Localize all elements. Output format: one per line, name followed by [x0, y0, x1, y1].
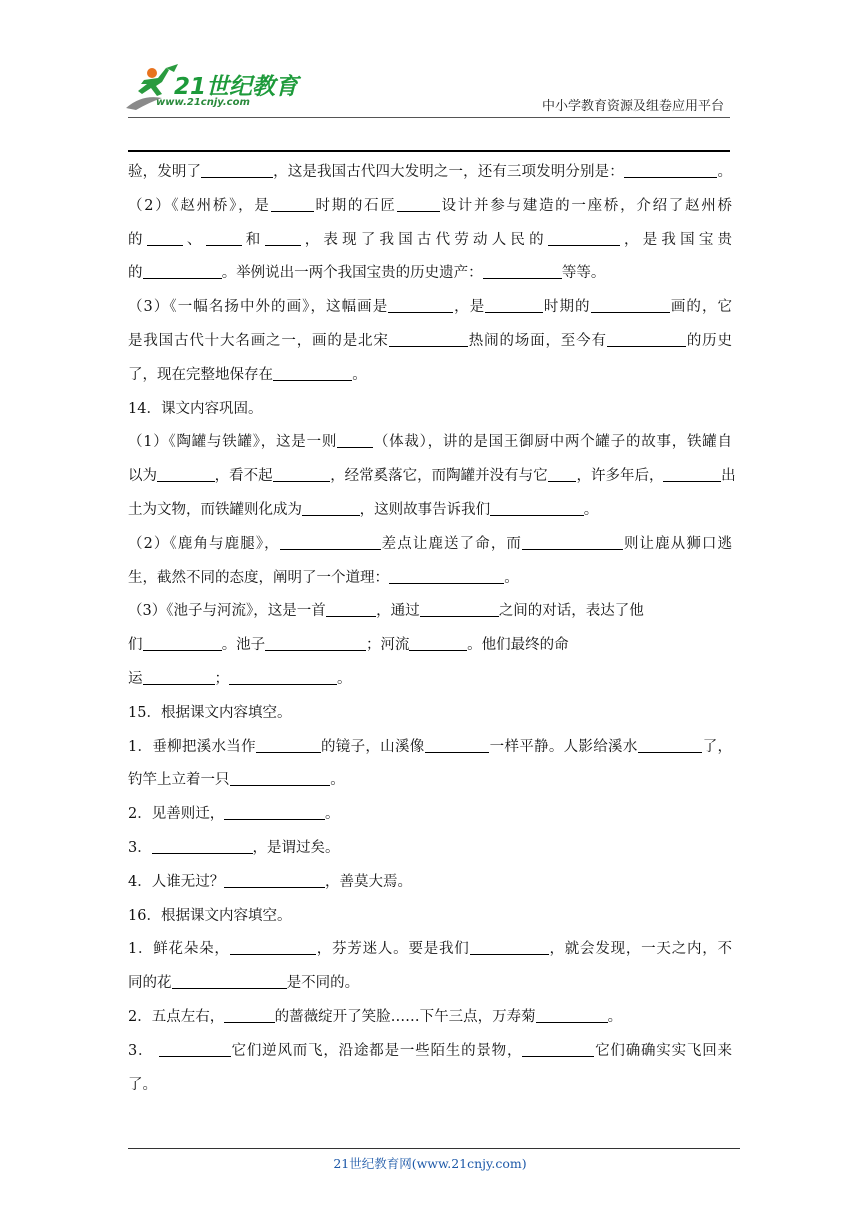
- answer-blank: [522, 1041, 594, 1057]
- line-text: （3）《池子与河流》，这是一首: [128, 603, 326, 620]
- answer-blank: [229, 669, 337, 685]
- text-line: [128, 460, 736, 494]
- text-line: [128, 528, 732, 562]
- answer-blank: [302, 500, 360, 516]
- line-text: 。: [504, 569, 519, 586]
- answer-blank: [389, 567, 504, 583]
- answer-blank: [548, 466, 577, 482]
- text-line: [128, 562, 732, 596]
- text-line: [128, 393, 732, 427]
- line-text: 它们逆风而飞，沿途都是一些陌生的景物，: [230, 1042, 523, 1059]
- line-text: 的: [128, 265, 143, 282]
- line-text: （3）《一幅名扬中外的画》，这幅画是: [128, 299, 389, 316]
- text-line: [128, 595, 732, 629]
- text-line: [128, 798, 732, 832]
- line-text: 。池子: [221, 637, 266, 654]
- line-text: 3．: [128, 1042, 159, 1059]
- answer-blank: [157, 466, 215, 482]
- answer-blank: [624, 162, 718, 178]
- answer-blank: [265, 635, 366, 651]
- header-divider: [128, 117, 730, 118]
- line-text: ，是我国宝贵: [619, 231, 733, 248]
- answer-blank: [230, 770, 331, 786]
- line-text: ，就会发现，一天之内，不: [548, 941, 733, 958]
- answer-blank: [607, 331, 686, 347]
- text-line: [128, 764, 732, 798]
- text-line: [128, 156, 732, 190]
- answer-blank: [224, 1007, 274, 1023]
- line-text: 4．人谁无过？: [128, 873, 225, 890]
- answer-blank: [409, 635, 467, 651]
- line-text: 等等。: [561, 265, 606, 282]
- line-text: 之间的对话，表达了他: [498, 603, 644, 620]
- text-line: [128, 190, 732, 224]
- footer-divider: [128, 1148, 740, 1149]
- line-text: ，经常奚落它，而陶罐并没有与它: [330, 468, 548, 485]
- answer-blank: [224, 872, 325, 888]
- answer-blank: [388, 297, 453, 313]
- line-text: 15．根据课文内容填空。: [128, 704, 292, 721]
- line-text: 时期的: [542, 299, 591, 316]
- line-text: ，通过: [376, 603, 420, 620]
- answer-blank: [485, 297, 543, 313]
- text-line: [128, 224, 732, 258]
- line-text: 的蔷薇绽开了笑脸……下午三点，万寿菊: [274, 1008, 536, 1025]
- line-text: 2．见善则迁，: [128, 806, 225, 823]
- page-header: [0, 0, 860, 160]
- text-line: [128, 426, 732, 460]
- line-text: 1．鲜花朵朵，: [128, 941, 230, 958]
- line-text: 。: [325, 806, 340, 823]
- line-text: 16．根据课文内容填空。: [128, 907, 292, 924]
- line-text: 同的花: [128, 975, 172, 992]
- line-text: （2）《赵州桥》，是: [128, 197, 271, 214]
- line-text: 土为文物，而铁罐则化成为: [128, 501, 302, 518]
- text-line: [128, 866, 732, 900]
- answer-blank: [201, 162, 273, 178]
- line-text: 2．五点左右，: [128, 1008, 225, 1025]
- worksheet-body: [128, 156, 736, 1102]
- line-text: 的镜子，山溪像: [320, 738, 425, 755]
- line-text: ，这是我国古代四大发明之一，还有三项发明分别是：: [273, 164, 624, 180]
- answer-blank: [536, 1007, 608, 1023]
- answer-blank: [470, 939, 549, 955]
- text-line: [128, 832, 732, 866]
- line-text: 验，发明了: [128, 164, 202, 180]
- line-text: （1）《陶罐与铁罐》，这是一则: [128, 434, 338, 451]
- text-line: [128, 629, 732, 663]
- answer-blank: [273, 365, 352, 381]
- line-text: ，看不起: [214, 468, 273, 485]
- line-text: 。: [352, 366, 367, 383]
- line-text: 它们确确实实飞回来: [594, 1042, 733, 1059]
- answer-blank: [172, 973, 287, 989]
- answer-blank: [152, 838, 253, 854]
- line-text: 3．: [128, 839, 152, 856]
- footer-text: 21世纪教育网(www.21cnjy.com): [333, 1156, 527, 1171]
- line-text: ，是: [453, 299, 486, 316]
- line-text: 1．垂柳把溪水当作: [128, 738, 256, 755]
- line-text: 。: [337, 670, 352, 687]
- answer-blank: [271, 196, 314, 212]
- answer-blank: [147, 229, 183, 245]
- answer-blank: [224, 804, 325, 820]
- answer-blank: [483, 263, 562, 279]
- line-text: 差点让鹿送了命，而: [380, 535, 523, 552]
- line-text: 运: [128, 670, 143, 687]
- text-line: [128, 900, 732, 934]
- text-line: [128, 933, 732, 967]
- answer-blank: [397, 196, 440, 212]
- line-text: 是不同的。: [286, 975, 360, 992]
- answer-blank: [143, 635, 222, 651]
- answer-blank: [273, 466, 331, 482]
- line-text: 了，现在完整地保存在: [128, 366, 273, 383]
- line-text: 。: [583, 501, 599, 518]
- text-line: [128, 663, 732, 697]
- answer-blank: [280, 534, 381, 550]
- answer-blank: [638, 736, 703, 752]
- answer-blank: [389, 331, 468, 347]
- line-text: （体裁），讲的是国王御厨中两个罐子的故事，铁罐自: [373, 434, 732, 451]
- text-line: [128, 1035, 732, 1069]
- site-logo: [122, 64, 302, 116]
- logo-url: www.21cnjy.com: [156, 97, 250, 108]
- content-top-rule: [128, 150, 730, 152]
- line-text: ，善莫大焉。: [325, 873, 413, 890]
- answer-blank: [159, 1041, 231, 1057]
- line-text: 则让鹿从狮口逃: [622, 535, 733, 552]
- line-text: ；: [214, 670, 229, 687]
- answer-blank: [663, 466, 721, 482]
- line-text: ，这则故事告诉我们: [359, 501, 491, 518]
- text-line: [128, 494, 732, 528]
- answer-blank: [522, 534, 623, 550]
- line-text: 。: [607, 1008, 623, 1025]
- answer-blank: [490, 500, 584, 516]
- line-text: 一样平静。人影给溪水: [489, 738, 638, 755]
- answer-blank: [230, 939, 316, 955]
- text-line: [128, 359, 732, 393]
- answer-blank: [425, 736, 490, 752]
- line-text: 了，: [702, 738, 733, 755]
- line-text: 画的，它: [669, 299, 733, 316]
- answer-blank: [143, 669, 215, 685]
- line-text: 和: [241, 231, 265, 248]
- line-text: 是我国古代十大名画之一，画的是北宋: [128, 332, 389, 349]
- answer-blank: [265, 229, 301, 245]
- line-text: 以为: [128, 468, 157, 485]
- line-text: ，表现了我国古代劳动人民的: [300, 231, 548, 248]
- answer-blank: [326, 601, 376, 617]
- text-line: [128, 967, 732, 1001]
- line-text: 钓竿上立着一只: [128, 772, 230, 789]
- line-text: 。举例说出一两个我国宝贵的历史遗产：: [221, 265, 483, 282]
- line-text: 的: [128, 231, 147, 248]
- line-text: ；河流: [365, 637, 410, 654]
- line-text: 。: [330, 772, 345, 789]
- line-text: 、: [182, 231, 206, 248]
- line-text: 生，截然不同的态度，阐明了一个道理：: [128, 569, 389, 586]
- line-text: 了。: [128, 1076, 157, 1093]
- line-text: ，芬芳迷人。要是我们: [316, 941, 470, 958]
- answer-blank: [591, 297, 670, 313]
- line-text: 热闹的场面，至今有: [467, 332, 607, 349]
- answer-blank: [337, 432, 373, 448]
- text-line: [128, 697, 732, 731]
- platform-label: 中小学教育资源及组卷应用平台: [541, 99, 724, 114]
- answer-blank: [548, 229, 620, 245]
- line-text: ，许多年后，: [576, 468, 664, 485]
- line-text: 。: [717, 164, 733, 180]
- text-line: [128, 1001, 732, 1035]
- line-text: 。他们最终的命: [467, 637, 569, 654]
- line-text: 们: [128, 637, 143, 654]
- text-line: [128, 1069, 732, 1103]
- line-text: 设计并参与建造的一座桥，介绍了赵州桥: [439, 197, 733, 214]
- answer-blank: [420, 601, 499, 617]
- answer-blank: [256, 736, 321, 752]
- line-text: 出: [721, 468, 736, 485]
- line-text: 14．课文内容巩固。: [128, 400, 263, 417]
- line-text: 的历史: [686, 332, 733, 349]
- answer-blank: [143, 263, 222, 279]
- logo-text: 21世纪教育: [174, 74, 299, 100]
- line-text: 时期的石匠: [313, 197, 397, 214]
- text-line: [128, 325, 732, 359]
- answer-blank: [206, 229, 242, 245]
- text-line: [128, 257, 732, 291]
- line-text: ，是谓过矣。: [252, 839, 340, 856]
- text-line: [128, 731, 732, 765]
- text-line: [128, 291, 732, 325]
- line-text: （2）《鹿角与鹿腿》，: [128, 535, 280, 552]
